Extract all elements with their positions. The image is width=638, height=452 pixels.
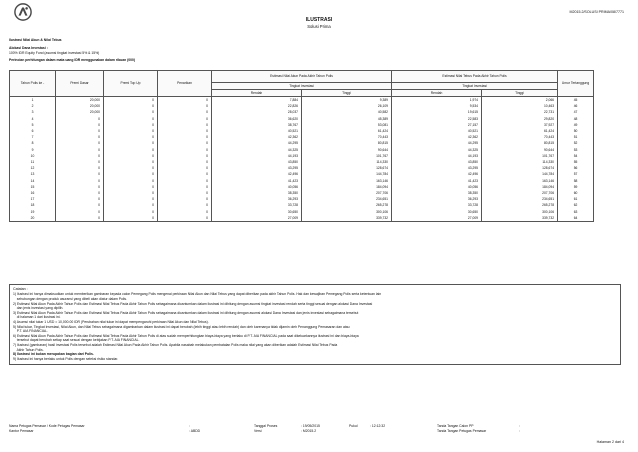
cell-premi-dasar: 0 (56, 184, 104, 190)
cell-akun-tinggi: 45,389 (302, 116, 392, 122)
cell-tahun: 15 (10, 184, 56, 190)
cell-tebus-tinggi: 339,732 (482, 215, 558, 222)
cell-tebus-rendah: 33,728 (392, 202, 482, 208)
cell-tebus-rendah: 42,496 (392, 171, 482, 177)
sign-petugas-value: : (519, 429, 520, 433)
cell-premi-top-up: 0 (104, 209, 158, 215)
cell-umur: 52 (558, 140, 594, 146)
cell-umur: 59 (558, 184, 594, 190)
cell-penarikan: 0 (158, 116, 212, 122)
cell-tahun: 14 (10, 178, 56, 184)
header-umur: Umur Tertanggung (558, 71, 594, 97)
cell-premi-dasar: 20,000 (56, 97, 104, 104)
page-title: ILUSTRASI (305, 17, 333, 23)
cell-tebus-rendah: 27,009 (392, 215, 482, 222)
note-line: Akhir Tahun Polis. (13, 347, 44, 352)
cell-umur: 56 (558, 165, 594, 171)
header-premi-dasar: Premi Dasar (56, 71, 104, 97)
cell-tebus-rendah: 43,850 (392, 159, 482, 165)
cell-umur: 53 (558, 147, 594, 153)
cell-tebus-rendah: 41,423 (392, 178, 482, 184)
cell-umur: 63 (558, 209, 594, 215)
date-value: : 19/05/2015 (301, 424, 320, 428)
cell-penarikan: 0 (158, 184, 212, 190)
illustration-table (9, 70, 594, 222)
cell-penarikan: 0 (158, 165, 212, 171)
cell-premi-dasar: 0 (56, 178, 104, 184)
cell-akun-tinggi: 265,278 (302, 202, 392, 208)
cell-umur: 46 (558, 103, 594, 109)
cell-tebus-tinggi: 22,731 (482, 109, 558, 115)
cell-umur: 55 (558, 159, 594, 165)
note-line: 8) Ilustrasi ini bukan merupakan bagian dari Polis. (13, 352, 94, 357)
header-tingkat-investasi-tebus: Tingkat Investasi (392, 83, 558, 90)
cell-tebus-tinggi: 184,094 (482, 184, 558, 190)
cell-tebus-rendah: 19,615 (392, 109, 482, 115)
cell-tebus-tinggi: 70,443 (482, 134, 558, 140)
cell-tahun: 17 (10, 196, 56, 202)
cell-tahun: 3 (10, 109, 56, 115)
cell-penarikan: 0 (158, 178, 212, 184)
header-tinggi-tebus: Tinggi (482, 90, 558, 97)
cell-akun-rendah: 44,193 (212, 153, 302, 159)
header-rendah-tebus: Rendah (392, 90, 482, 97)
page-number: Halaman 2 dari 4 (596, 440, 624, 444)
cell-premi-top-up: 0 (104, 109, 158, 115)
cell-penarikan: 0 (158, 128, 212, 134)
agent-value: : (189, 424, 190, 428)
cell-akun-rendah: 40,521 (212, 128, 302, 134)
cell-penarikan: 0 (158, 215, 212, 222)
cell-premi-dasar: 0 (56, 153, 104, 159)
version-value: : M2015.2 (301, 429, 317, 433)
office-value: : ABDD (189, 429, 201, 433)
page-subtitle: Solusi Prima (307, 24, 331, 29)
header-tinggi-akun: Tinggi (302, 90, 392, 97)
section-title: Ilustrasi Nilai Akun & Nilai Tebus (9, 38, 62, 42)
sign-calon-pp-label: Tanda Tangan Calon PP (437, 424, 474, 428)
cell-tebus-rendah: 36,293 (392, 196, 482, 202)
cell-premi-dasar: 0 (56, 147, 104, 153)
cell-tahun: 20 (10, 215, 56, 222)
header-tingkat-investasi-akun: Tingkat Investasi (212, 83, 392, 90)
note-line: 6) Estimasi Nilai Akun Pada Akhir Tahun Polis dan Estimasi Nilai Tebus Pada Akhir Tahun Polis di atas sudah memperhitungkan biaya-biaya yang berlaku di P.T. AIA FINANCIAL pada saat dikeluarkannya ilustrasi ini dan biaya-biaya (13, 333, 359, 338)
cell-akun-rendah: 43,295 (212, 165, 302, 171)
cell-tebus-tinggi: 128,674 (482, 165, 558, 171)
cell-tahun: 10 (10, 153, 56, 159)
cell-tebus-tinggi: 300,106 (482, 209, 558, 215)
cell-penarikan: 0 (158, 97, 212, 104)
cell-penarikan: 0 (158, 153, 212, 159)
cell-akun-tinggi: 144,784 (302, 171, 392, 177)
cell-tebus-tinggi: 234,651 (482, 196, 558, 202)
cell-penarikan: 0 (158, 209, 212, 215)
note-line: dan jenis investasi yang dipilih. (13, 306, 64, 311)
table-row (10, 97, 594, 104)
cell-tebus-rendah: 44,193 (392, 153, 482, 159)
cell-akun-rendah: 44,325 (212, 147, 302, 153)
cell-akun-tinggi: 61,424 (302, 128, 392, 134)
cell-penarikan: 0 (158, 147, 212, 153)
cell-premi-top-up: 0 (104, 103, 158, 109)
cell-tebus-tinggi: 37,927 (482, 122, 558, 128)
cell-tebus-tinggi: 61,424 (482, 128, 558, 134)
cell-tebus-tinggi: 163,146 (482, 178, 558, 184)
cell-tahun: 11 (10, 159, 56, 165)
cell-tebus-tinggi: 114,330 (482, 159, 558, 165)
cell-akun-rendah: 42,362 (212, 134, 302, 140)
cell-penarikan: 0 (158, 134, 212, 140)
cell-tebus-rendah: 40,056 (392, 184, 482, 190)
cell-tahun: 16 (10, 190, 56, 196)
cell-premi-top-up: 0 (104, 165, 158, 171)
cell-tebus-tinggi: 265,278 (482, 202, 558, 208)
cell-akun-tinggi: 70,443 (302, 134, 392, 140)
cell-premi-dasar: 0 (56, 196, 104, 202)
cell-akun-rendah: 27,009 (212, 215, 302, 222)
cell-tahun: 6 (10, 128, 56, 134)
cell-tahun: 18 (10, 202, 56, 208)
cell-penarikan: 0 (158, 122, 212, 128)
cell-tebus-tinggi: 2,066 (482, 97, 558, 104)
cell-umur: 45 (558, 97, 594, 104)
cell-premi-dasar: 0 (56, 134, 104, 140)
cell-premi-dasar: 0 (56, 128, 104, 134)
date-label: Tanggal Proses (254, 424, 278, 428)
cell-akun-tinggi: 101,767 (302, 153, 392, 159)
agent-label: Nama Petugas Pemasar / Kode Petugas Pemasar (9, 424, 85, 428)
cell-tebus-rendah: 44,325 (392, 147, 482, 153)
note-line: 3) Estimasi Nilai Akun Pada Akhir Tahun Polis dan Estimasi Nilai Tebus Pada Akhir Tahun Polis sebagaimana dicantumkan dalam ilustrasi ini dihitung dengan asumsi alokasi Dana Investasi dan jenis investasi sebagaimana tersebut (13, 310, 359, 315)
cell-premi-top-up: 0 (104, 202, 158, 208)
cell-tebus-tinggi: 80,815 (482, 140, 558, 146)
table-body (10, 97, 594, 222)
cell-akun-rendah: 41,423 (212, 178, 302, 184)
currency-note: Perincian perhitungan dalam mata uang IDR menggunakan dalam ribuan (000) (9, 58, 136, 62)
header-penarikan: Penarikan (158, 71, 212, 97)
cell-akun-rendah: 36,620 (212, 116, 302, 122)
cell-akun-tinggi: 207,706 (302, 190, 392, 196)
cell-premi-dasar: 0 (56, 202, 104, 208)
header-premi-top-up: Premi Top Up (104, 71, 158, 97)
notes-box (9, 284, 621, 365)
cell-umur: 50 (558, 128, 594, 134)
cell-umur: 47 (558, 109, 594, 115)
cell-penarikan: 0 (158, 171, 212, 177)
cell-premi-top-up: 0 (104, 196, 158, 202)
cell-umur: 60 (558, 190, 594, 196)
cell-penarikan: 0 (158, 103, 212, 109)
cell-tebus-tinggi: 144,784 (482, 171, 558, 177)
cell-akun-rendah: 22,826 (212, 103, 302, 109)
cell-akun-rendah: 30,650 (212, 209, 302, 215)
cell-umur: 51 (558, 134, 594, 140)
cell-akun-rendah: 28,037 (212, 109, 302, 115)
cell-akun-rendah: 38,767 (212, 122, 302, 128)
cell-premi-dasar: 0 (56, 190, 104, 196)
cell-penarikan: 0 (158, 140, 212, 146)
cell-akun-tinggi: 9,389 (302, 97, 392, 104)
cell-tebus-rendah: 38,350 (392, 190, 482, 196)
cell-umur: 64 (558, 215, 594, 222)
cell-premi-dasar: 20,000 (56, 103, 104, 109)
cell-tebus-rendah: 27,157 (392, 122, 482, 128)
cell-tahun: 9 (10, 147, 56, 153)
cell-premi-dasar: 0 (56, 215, 104, 222)
cell-umur: 49 (558, 122, 594, 128)
cell-premi-top-up: 0 (104, 159, 158, 165)
cell-premi-dasar: 0 (56, 122, 104, 128)
cell-akun-rendah: 38,350 (212, 190, 302, 196)
cell-akun-tinggi: 300,106 (302, 209, 392, 215)
cell-tebus-rendah: 22,583 (392, 116, 482, 122)
cell-penarikan: 0 (158, 196, 212, 202)
header-estimasi-akun: Estimasi Nilai Akun Pada Akhir Tahun Polis (212, 71, 392, 83)
cell-premi-top-up: 0 (104, 97, 158, 104)
note-line: di halaman 1 dari ilustrasi ini. (13, 315, 61, 320)
cell-premi-top-up: 0 (104, 116, 158, 122)
notes-heading: Catatan : (13, 287, 28, 291)
cell-umur: 48 (558, 116, 594, 122)
cell-tebus-rendah: 42,362 (392, 134, 482, 140)
note-line: 2) Estimasi Nilai Akun Pada Akhir Tahun Polis dan Estimasi Nilai Tebus Pada Akhir Tahun Polis sebagaimana dicantumkan dalam ilustrasi ini dihitung dengan asumsi tingkat investasi rendah serta tinggi sesuai dengan alokasi Dana Investasi (13, 301, 373, 306)
cell-premi-top-up: 0 (104, 171, 158, 177)
note-line: 9) Ilustrasi ini hanya berlaku untuk Polis dengan seleksi risiko standar. (13, 356, 119, 361)
cell-premi-top-up: 0 (104, 178, 158, 184)
cell-premi-top-up: 0 (104, 140, 158, 146)
cell-akun-rendah: 36,293 (212, 196, 302, 202)
version-label: Versi (254, 429, 262, 433)
cell-tebus-rendah: 44,295 (392, 140, 482, 146)
cell-premi-top-up: 0 (104, 153, 158, 159)
header-rendah-akun: Rendah (212, 90, 302, 97)
cell-premi-top-up: 0 (104, 147, 158, 153)
cell-premi-dasar: 0 (56, 171, 104, 177)
cell-tebus-tinggi: 101,767 (482, 153, 558, 159)
cell-akun-tinggi: 114,330 (302, 159, 392, 165)
note-line: 4) Asumsi nilai tukar 1 USD = 10,000.00 IDR (Perubahan nilai tukar ini dapat mempengaruhi perkiraan Nilai Akun dan Nilai Tebus). (13, 320, 209, 325)
cell-premi-dasar: 20,000 (56, 109, 104, 115)
note-line: sehubungan dengan produk asuransi yang dibeli akan diatur dalam Polis. (13, 297, 128, 302)
cell-tahun: 5 (10, 122, 56, 128)
cell-premi-top-up: 0 (104, 215, 158, 222)
alokasi-value: 100% IDR Equity Fund (asumsi tingkat investasi 5% & 15%) (9, 51, 100, 55)
cell-akun-tinggi: 234,651 (302, 196, 392, 202)
cell-akun-rendah: 42,496 (212, 171, 302, 177)
cell-umur: 54 (558, 153, 594, 159)
office-label: Kantor Pemasar (9, 429, 34, 433)
note-line: 5) Nilai tukar, Tingkat Investasi, Nilai Akun, dan Nilai Tebus sebagaimana digambarkan dalam ilustrasi ini dapat berubah (lebih tinggi atau lebih rendah) dan oleh karenanya tidak dijamin oleh Penanggung Pemasaran dan atau (13, 324, 350, 329)
note-line: tersebut dapat berubah setiap saat sesuai dengan kebijakan P.T. AIA FINANCIAL. (13, 338, 140, 343)
cell-tahun: 1 (10, 97, 56, 104)
notes-list (13, 292, 617, 361)
cell-premi-dasar: 0 (56, 159, 104, 165)
cell-akun-tinggi: 90,644 (302, 147, 392, 153)
cell-premi-dasar: 0 (56, 165, 104, 171)
cell-akun-rendah: 7,884 (212, 97, 302, 104)
cell-premi-top-up: 0 (104, 184, 158, 190)
cell-tahun: 7 (10, 134, 56, 140)
cell-akun-tinggi: 53,081 (302, 122, 392, 128)
cell-tebus-rendah: 43,295 (392, 165, 482, 171)
cell-premi-dasar: 0 (56, 140, 104, 146)
cell-tahun: 19 (10, 209, 56, 215)
cell-premi-top-up: 0 (104, 190, 158, 196)
header-estimasi-tebus: Estimasi Nilai Tebus Pada Akhir Tahun Polis (392, 71, 558, 83)
cell-akun-rendah: 43,850 (212, 159, 302, 165)
cell-akun-tinggi: 163,146 (302, 178, 392, 184)
cell-tebus-tinggi: 207,706 (482, 190, 558, 196)
cell-umur: 58 (558, 178, 594, 184)
cell-akun-rendah: 40,056 (212, 184, 302, 190)
cell-tahun: 12 (10, 165, 56, 171)
cell-akun-tinggi: 40,582 (302, 109, 392, 115)
table-row (10, 215, 594, 222)
cell-tahun: 4 (10, 116, 56, 122)
cell-tebus-tinggi: 10,463 (482, 103, 558, 109)
cell-umur: 57 (558, 171, 594, 177)
cell-tebus-rendah: 40,521 (392, 128, 482, 134)
cell-tebus-rendah: 9,534 (392, 103, 482, 109)
time-value: : 12:12:32 (370, 424, 386, 428)
cell-akun-tinggi: 80,815 (302, 140, 392, 146)
cell-umur: 61 (558, 196, 594, 202)
cell-penarikan: 0 (158, 190, 212, 196)
cell-penarikan: 0 (158, 109, 212, 115)
time-label: Pukul (349, 424, 358, 428)
cell-tahun: 8 (10, 140, 56, 146)
cell-premi-top-up: 0 (104, 122, 158, 128)
cell-tebus-rendah: 1,974 (392, 97, 482, 104)
cell-akun-tinggi: 26,109 (302, 103, 392, 109)
cell-premi-top-up: 0 (104, 134, 158, 140)
cell-penarikan: 0 (158, 159, 212, 165)
cell-premi-dasar: 0 (56, 116, 104, 122)
header-tahun: Tahun Polis ke - (10, 71, 56, 97)
cell-tahun: 2 (10, 103, 56, 109)
sign-petugas-label: Tanda Tangan Petugas Pemasar (437, 429, 487, 433)
cell-tebus-rendah: 30,650 (392, 209, 482, 215)
cell-tebus-tinggi: 29,820 (482, 116, 558, 122)
cell-tebus-tinggi: 90,644 (482, 147, 558, 153)
cell-akun-tinggi: 128,674 (302, 165, 392, 171)
cell-akun-tinggi: 184,094 (302, 184, 392, 190)
note-line: 1) Ilustrasi ini hanya dimaksudkan untuk memberikan gambaran kepada calon Pemegang Polis mengenai perkiraan Nilai Akun dan Nilai Tebus yang dapat diberikan pada akhir Tahun Polis. Hak dan kewajiban Pemegang Polis serta ketentuan lain (13, 292, 382, 297)
alokasi-label: Alokasi Dana Investasi : (9, 46, 48, 50)
cell-akun-rendah: 33,728 (212, 202, 302, 208)
sign-calon-pp-value: : (519, 424, 520, 428)
document-reference: M2015.2/SOLUSI PRIMA/08/7771 (569, 10, 624, 14)
cell-tahun: 13 (10, 171, 56, 177)
note-line: 7) Ilustrasi (gambaran) hasil investasi Polis tersebut adalah Estimasi Nilai Akun Pada Akhir Tahun Polis. Apabila nasabah melakukan pembatalan Polis maka nilai yang akan diberikan adalah Estimasi Nilai Tebus Pada (13, 343, 338, 348)
cell-premi-top-up: 0 (104, 128, 158, 134)
cell-akun-tinggi: 339,732 (302, 215, 392, 222)
cell-premi-dasar: 0 (56, 209, 104, 215)
cell-penarikan: 0 (158, 202, 212, 208)
note-line: P.T. AIA FINANCIAL. (13, 329, 48, 334)
cell-akun-rendah: 44,295 (212, 140, 302, 146)
cell-umur: 62 (558, 202, 594, 208)
